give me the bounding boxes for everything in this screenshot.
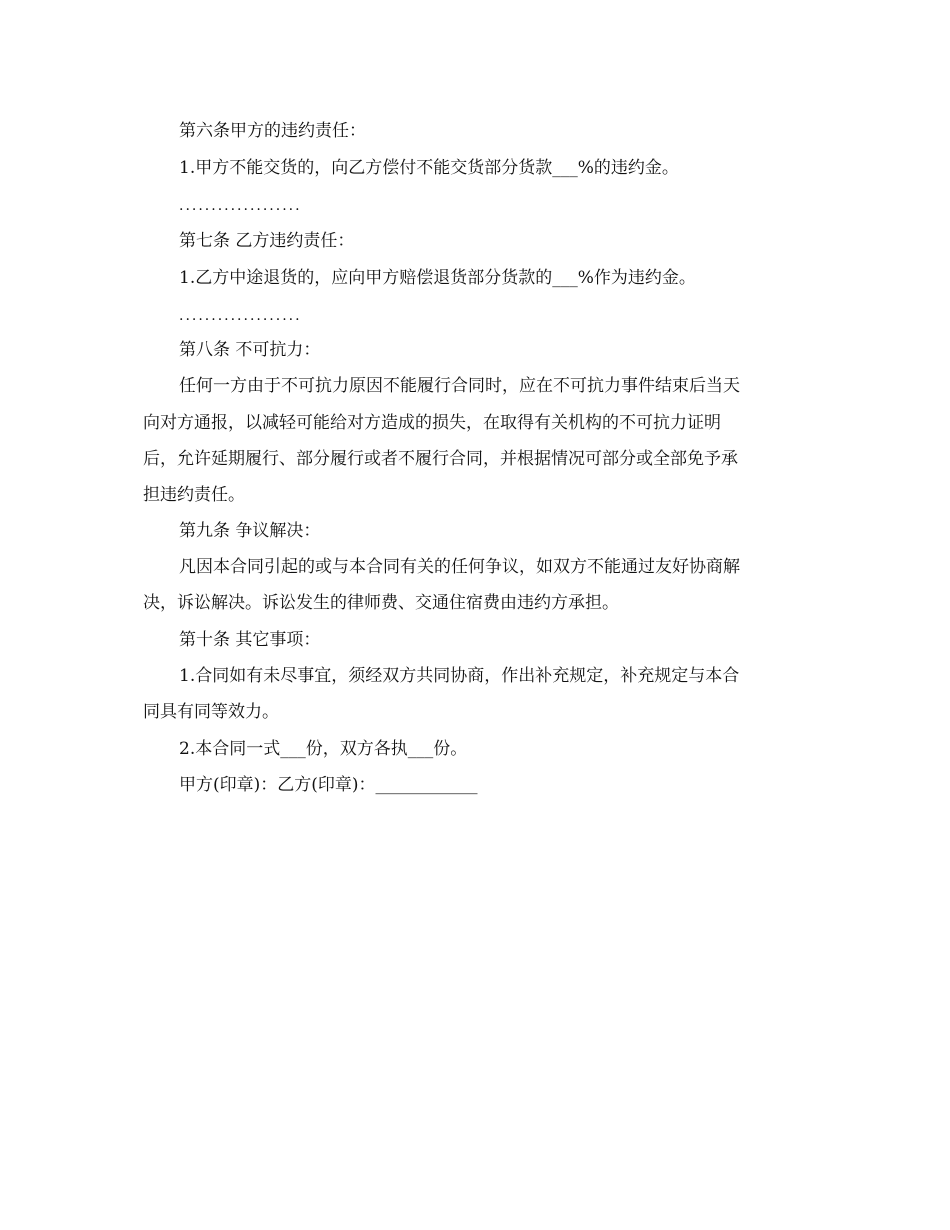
article-10-item-1-line-2: 同具有同等效力。: [143, 702, 279, 722]
article-7-item-1: 1.乙方中途退货的，应向甲方赔偿退货部分货款的___%作为违约金。: [179, 268, 696, 288]
article-9-heading: 第九条 争议解决：: [179, 521, 321, 541]
article-6-ellipsis: ...................: [179, 198, 302, 214]
article-10-item-1-line-1: 1.合同如有未尽事宜，须经双方共同协商，作出补充规定，补充规定与本合: [179, 666, 740, 686]
article-6-item-1: 1.甲方不能交货的，向乙方偿付不能交货部分货款___%的违约金。: [179, 158, 679, 178]
article-7-ellipsis: ...................: [179, 308, 302, 324]
article-10-item-2: 2.本合同一式___份，双方各执___份。: [179, 739, 468, 759]
article-8-paragraph-line-3: 后，允许延期履行、部分履行或者不履行合同，并根据情况可部分或全部免予承: [143, 449, 738, 469]
article-9-paragraph-line-1: 凡因本合同引起的或与本合同有关的任何争议，如双方不能通过友好协商解: [179, 557, 740, 577]
article-10-heading: 第十条 其它事项：: [179, 630, 321, 650]
article-8-heading: 第八条 不可抗力：: [179, 340, 321, 360]
article-8-paragraph-line-2: 向对方通报，以减轻可能给对方造成的损失，在取得有关机构的不可抗力证明: [143, 413, 721, 433]
article-9-paragraph-line-2: 决，诉讼解决。诉讼发生的律师费、交通住宿费由违约方承担。: [143, 593, 619, 613]
signature-line: 甲方(印章)：乙方(印章)：____________: [179, 775, 478, 795]
article-6-heading: 第六条甲方的违约责任：: [179, 121, 366, 141]
article-7-heading: 第七条 乙方违约责任：: [179, 231, 355, 251]
article-8-paragraph-line-1: 任何一方由于不可抗力原因不能履行合同时，应在不可抗力事件结束后当天: [179, 376, 740, 396]
article-8-paragraph-line-4: 担违约责任。: [143, 485, 245, 505]
